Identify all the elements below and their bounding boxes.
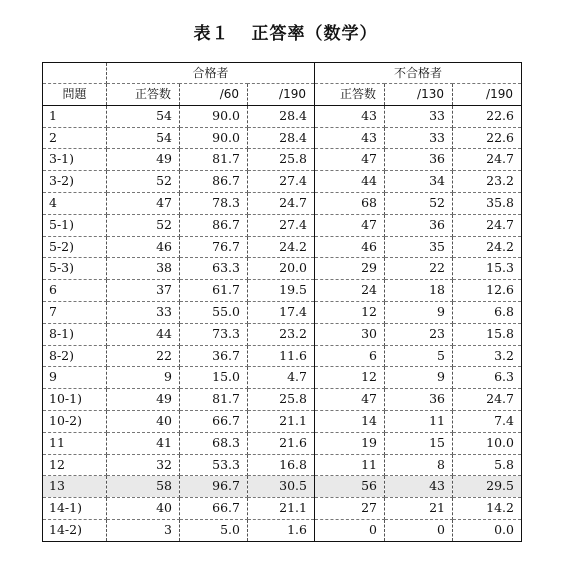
question-cell: 4 [43,192,107,214]
pass-190-cell: 19.5 [248,280,315,302]
question-cell: 10-2) [43,410,107,432]
fail-190-cell: 35.8 [453,192,522,214]
fail-190-cell: 7.4 [453,410,522,432]
pass-190-cell: 24.2 [248,236,315,258]
pass-correct-cell: 32 [107,454,180,476]
pass-correct-cell: 54 [107,105,180,127]
fail-130-cell: 0 [385,519,453,541]
fail-190-cell: 22.6 [453,105,522,127]
pass-60-cell: 78.3 [180,192,248,214]
fail-190-cell: 5.8 [453,454,522,476]
column-header-row [43,84,522,106]
fail-correct-cell: 68 [315,192,385,214]
fail-190-cell: 24.7 [453,389,522,411]
score-table [42,62,522,542]
pass-60-cell: 15.0 [180,367,248,389]
col-fail-correct: 正答数 [315,84,385,106]
table-row [43,454,522,476]
table-row [43,476,522,498]
table-row [43,389,522,411]
fail-correct-cell: 6 [315,345,385,367]
pass-correct-cell: 33 [107,301,180,323]
fail-correct-cell: 12 [315,367,385,389]
fail-190-cell: 23.2 [453,171,522,193]
table-row [43,301,522,323]
pass-190-cell: 28.4 [248,105,315,127]
question-cell: 6 [43,280,107,302]
fail-190-cell: 12.6 [453,280,522,302]
table-row [43,498,522,520]
fail-190-cell: 0.0 [453,519,522,541]
pass-60-cell: 81.7 [180,149,248,171]
table-row [43,367,522,389]
pass-190-cell: 25.8 [248,389,315,411]
pass-correct-cell: 22 [107,345,180,367]
fail-correct-cell: 14 [315,410,385,432]
pass-60-cell: 55.0 [180,301,248,323]
fail-correct-cell: 56 [315,476,385,498]
pass-190-cell: 17.4 [248,301,315,323]
fail-190-cell: 3.2 [453,345,522,367]
col-fail-130: /130 [385,84,453,106]
pass-190-cell: 21.1 [248,410,315,432]
fail-130-cell: 11 [385,410,453,432]
pass-60-cell: 86.7 [180,214,248,236]
fail-correct-cell: 43 [315,105,385,127]
pass-60-cell: 36.7 [180,345,248,367]
group-header-row [43,63,522,84]
fail-130-cell: 5 [385,345,453,367]
pass-60-cell: 90.0 [180,105,248,127]
table-row [43,280,522,302]
fail-correct-cell: 19 [315,432,385,454]
question-cell: 3-2) [43,171,107,193]
pass-190-cell: 25.8 [248,149,315,171]
question-cell: 14-2) [43,519,107,541]
pass-60-cell: 81.7 [180,389,248,411]
pass-60-cell: 5.0 [180,519,248,541]
pass-60-cell: 76.7 [180,236,248,258]
group-fail: 不合格者 [315,63,522,84]
question-cell: 13 [43,476,107,498]
fail-130-cell: 52 [385,192,453,214]
fail-190-cell: 24.7 [453,214,522,236]
pass-190-cell: 30.5 [248,476,315,498]
pass-correct-cell: 40 [107,410,180,432]
pass-60-cell: 68.3 [180,432,248,454]
table-caption: 正答率（数学） [251,24,378,44]
pass-190-cell: 21.1 [248,498,315,520]
fail-correct-cell: 44 [315,171,385,193]
question-cell: 14-1) [43,498,107,520]
question-cell: 10-1) [43,389,107,411]
fail-130-cell: 9 [385,301,453,323]
fail-190-cell: 29.5 [453,476,522,498]
pass-correct-cell: 37 [107,280,180,302]
question-cell: 12 [43,454,107,476]
corner-cell [43,63,107,84]
fail-190-cell: 14.2 [453,498,522,520]
pass-190-cell: 11.6 [248,345,315,367]
fail-190-cell: 10.0 [453,432,522,454]
fail-190-cell: 22.6 [453,127,522,149]
group-pass: 合格者 [107,63,315,84]
pass-190-cell: 28.4 [248,127,315,149]
pass-60-cell: 53.3 [180,454,248,476]
question-cell: 1 [43,105,107,127]
fail-130-cell: 43 [385,476,453,498]
pass-correct-cell: 52 [107,214,180,236]
table-row [43,105,522,127]
fail-190-cell: 15.8 [453,323,522,345]
pass-60-cell: 66.7 [180,410,248,432]
pass-correct-cell: 38 [107,258,180,280]
pass-correct-cell: 47 [107,192,180,214]
question-cell: 11 [43,432,107,454]
fail-190-cell: 15.3 [453,258,522,280]
table-title [0,19,565,44]
pass-60-cell: 66.7 [180,498,248,520]
fail-190-cell: 6.3 [453,367,522,389]
fail-130-cell: 21 [385,498,453,520]
fail-130-cell: 33 [385,105,453,127]
fail-130-cell: 22 [385,258,453,280]
table-row [43,127,522,149]
pass-correct-cell: 49 [107,389,180,411]
fail-correct-cell: 47 [315,389,385,411]
fail-correct-cell: 43 [315,127,385,149]
fail-130-cell: 15 [385,432,453,454]
col-question: 問題 [43,84,107,106]
pass-190-cell: 23.2 [248,323,315,345]
fail-130-cell: 23 [385,323,453,345]
fail-130-cell: 36 [385,389,453,411]
pass-correct-cell: 41 [107,432,180,454]
col-fail-190: /190 [453,84,522,106]
pass-60-cell: 63.3 [180,258,248,280]
table-row [43,214,522,236]
question-cell: 5-2) [43,236,107,258]
question-cell: 8-2) [43,345,107,367]
question-cell: 3-1) [43,149,107,171]
fail-130-cell: 18 [385,280,453,302]
pass-190-cell: 4.7 [248,367,315,389]
fail-130-cell: 33 [385,127,453,149]
pass-190-cell: 21.6 [248,432,315,454]
fail-correct-cell: 29 [315,258,385,280]
fail-correct-cell: 47 [315,214,385,236]
pass-190-cell: 16.8 [248,454,315,476]
pass-190-cell: 24.7 [248,192,315,214]
table-row [43,432,522,454]
question-cell: 2 [43,127,107,149]
question-cell: 7 [43,301,107,323]
fail-correct-cell: 46 [315,236,385,258]
fail-correct-cell: 11 [315,454,385,476]
question-cell: 5-1) [43,214,107,236]
pass-60-cell: 73.3 [180,323,248,345]
pass-correct-cell: 46 [107,236,180,258]
pass-correct-cell: 54 [107,127,180,149]
table-row [43,258,522,280]
fail-correct-cell: 27 [315,498,385,520]
fail-130-cell: 9 [385,367,453,389]
pass-correct-cell: 40 [107,498,180,520]
pass-60-cell: 86.7 [180,171,248,193]
pass-60-cell: 90.0 [180,127,248,149]
question-cell: 9 [43,367,107,389]
fail-130-cell: 8 [385,454,453,476]
pass-correct-cell: 44 [107,323,180,345]
pass-190-cell: 27.4 [248,214,315,236]
fail-190-cell: 24.2 [453,236,522,258]
table-row [43,236,522,258]
table-number: 表１ [193,24,230,44]
pass-correct-cell: 3 [107,519,180,541]
fail-correct-cell: 24 [315,280,385,302]
col-pass-correct: 正答数 [107,84,180,106]
table-row [43,519,522,541]
fail-190-cell: 24.7 [453,149,522,171]
table-row [43,410,522,432]
pass-60-cell: 61.7 [180,280,248,302]
table-row [43,323,522,345]
pass-correct-cell: 58 [107,476,180,498]
pass-correct-cell: 49 [107,149,180,171]
fail-130-cell: 34 [385,171,453,193]
pass-correct-cell: 9 [107,367,180,389]
fail-correct-cell: 12 [315,301,385,323]
question-cell: 5-3) [43,258,107,280]
col-pass-190: /190 [248,84,315,106]
fail-130-cell: 35 [385,236,453,258]
table-row [43,345,522,367]
fail-130-cell: 36 [385,214,453,236]
fail-correct-cell: 0 [315,519,385,541]
table-row [43,171,522,193]
table-row [43,192,522,214]
pass-correct-cell: 52 [107,171,180,193]
fail-190-cell: 6.8 [453,301,522,323]
question-cell: 8-1) [43,323,107,345]
pass-190-cell: 1.6 [248,519,315,541]
table-row [43,149,522,171]
pass-190-cell: 20.0 [248,258,315,280]
table-body [43,105,522,541]
pass-190-cell: 27.4 [248,171,315,193]
fail-130-cell: 36 [385,149,453,171]
fail-correct-cell: 47 [315,149,385,171]
fail-correct-cell: 30 [315,323,385,345]
col-pass-60: /60 [180,84,248,106]
pass-60-cell: 96.7 [180,476,248,498]
